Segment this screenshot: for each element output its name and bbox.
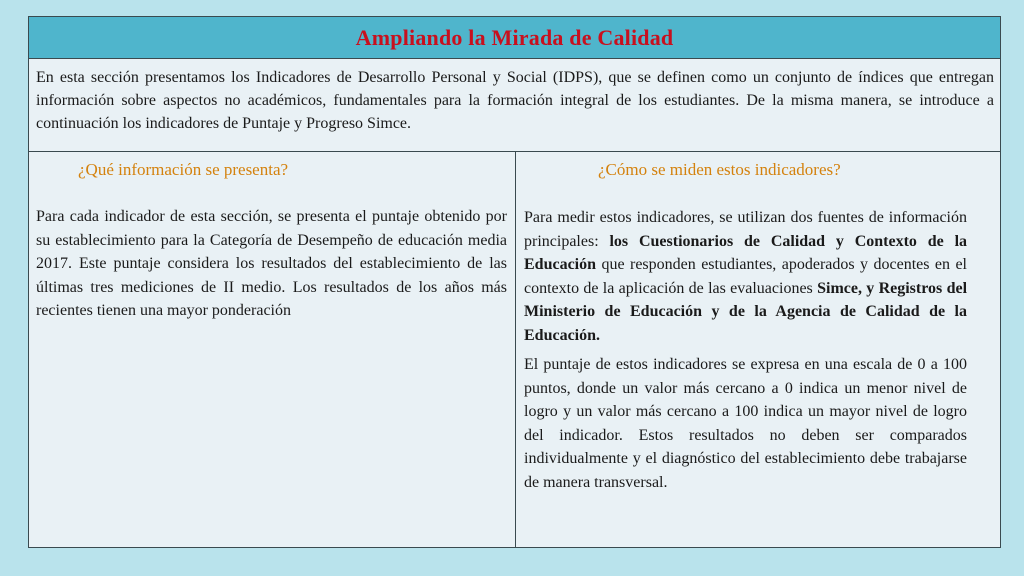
right-body-second: El puntaje de estos indicadores se expresa en una escala de 0 a 100 puntos, donde un valor más cercano a 0 indica un menor nivel de logro y un valor más cercano a 100 indica un mayor nivel de logro del indicador. Estos resultados no deben ser comparados individualmente y el diagnóstico del establecimiento debe trabajarse de manera transversal. xyxy=(524,356,967,491)
right-body-first-c: que responden estudiantes, apoderados y docentes en el contexto de la aplicación de las evaluaciones xyxy=(524,256,967,297)
right-body-first-a: Para medir estos indicadores, se utilizan dos fuentes de información principales: xyxy=(524,209,967,250)
intro-paragraph: En esta sección presentamos los Indicadores de Desarrollo Personal y Social (IDPS), que se definen como un conjunto de índices que entregan información sobre aspectos no académicos, fundamentales para la formación integral de los estudiantes. De la misma manera, se introduce a continuación los indicadores de Puntaje y Progreso Simce. xyxy=(29,59,1000,152)
right-heading: ¿Cómo se miden estos indicadores? xyxy=(598,160,841,179)
left-body: Para cada indicador de esta sección, se presenta el puntaje obtenido por su establecimiento para la Categoría de Desempeño de educación media 2017. Este puntaje considera los resultados del establecimiento de las últimas tres mediciones de II medio. Los resultados de los años más recientes tienen una mayor ponderación xyxy=(36,208,507,319)
content-table xyxy=(28,16,1001,548)
title-bar xyxy=(29,17,1000,59)
page-title: Ampliando la Mirada de Calidad xyxy=(355,24,674,50)
left-heading: ¿Qué información se presenta? xyxy=(78,160,289,179)
left-column xyxy=(29,152,516,547)
right-body-first-b: los Cuestionarios de Calidad y Contexto de la Educación xyxy=(524,232,968,273)
right-body-first-d: Simce, y Registros del Ministerio de Educación y de la Agencia de Calidad de la Educación. xyxy=(524,279,968,344)
right-column xyxy=(516,152,1000,547)
right-body-first xyxy=(524,206,967,347)
